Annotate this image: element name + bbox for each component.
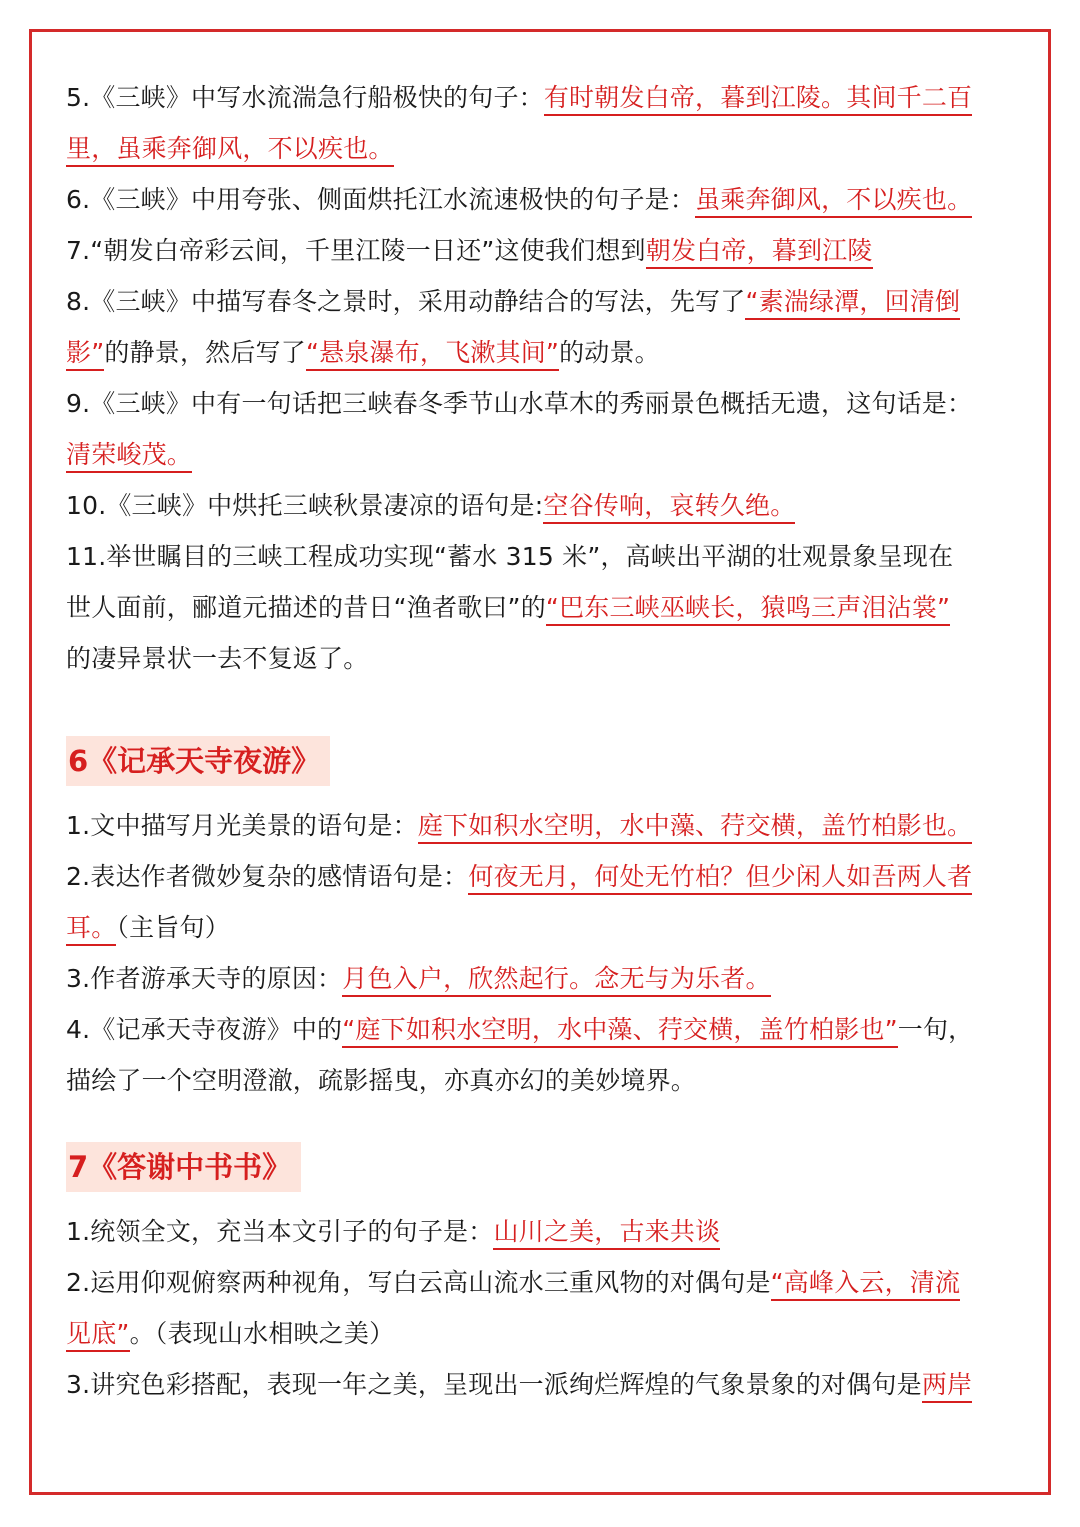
answer-text: 影”: [66, 338, 104, 371]
question-6: [66, 174, 1018, 225]
question-text: 2.表达作者微妙复杂的感情语句是：: [66, 862, 469, 891]
question-text: （主旨句）: [116, 913, 230, 942]
question-text: 。（表现山水相映之美）: [129, 1319, 395, 1348]
question-text: 5.《三峡》中写水流湍急行船极快的句子：: [66, 83, 544, 112]
question-text: 10.《三峡》中烘托三峡秋景凄凉的语句是:: [66, 491, 544, 520]
question-9: [66, 378, 1018, 429]
question-text: 3.讲究色彩搭配，表现一年之美，呈现出一派绚烂辉煌的气象景象的对偶句是: [66, 1370, 922, 1399]
answer-text: “巴东三峡巫峡长，猿鸣三声泪沾裳”: [546, 593, 950, 626]
answer-text: 空谷传响，哀转久绝。: [543, 491, 795, 524]
question-text: 1.文中描写月光美景的语句是：: [66, 811, 418, 840]
s6-question-2: [66, 851, 1018, 902]
question-text: 11.举世瞩目的三峡工程成功实现“蓄水 315 米”，高峡出平湖的壮观景象呈现在: [66, 542, 954, 571]
question-text: 4.《记承天寺夜游》中的: [66, 1015, 343, 1044]
question-7: [66, 225, 1018, 276]
question-text: 1.统领全文，充当本文引子的句子是：: [66, 1217, 494, 1246]
question-11: [66, 531, 1018, 582]
question-text: 3.作者游承天寺的原因：: [66, 964, 343, 993]
s6-question-2-cont: [66, 902, 1018, 953]
answer-text: 耳。: [66, 913, 116, 946]
question-text: 一句，: [897, 1015, 974, 1044]
answer-text: “高峰入云，清流: [771, 1268, 961, 1301]
question-text: 的动景。: [559, 338, 660, 367]
question-10: [66, 480, 1018, 531]
answer-text: 山川之美，古来共谈: [493, 1217, 720, 1250]
answer-text: 清荣峻茂。: [66, 440, 192, 473]
question-text: 6.《三峡》中用夸张、侧面烘托江水流速极快的句子是：: [66, 185, 696, 214]
question-11-end: [66, 633, 1018, 684]
question-text: 描绘了一个空明澄澈，疏影摇曳，亦真亦幻的美妙境界。: [66, 1066, 697, 1095]
question-9-cont: [66, 429, 1018, 480]
answer-text: “庭下如积水空明，水中藻、荇交横，盖竹柏影也”: [342, 1015, 898, 1048]
section-7-header: [66, 1142, 1018, 1192]
question-5-cont: [66, 123, 1018, 174]
question-text: 8.《三峡》中描写春冬之景时，采用动静结合的写法，先写了: [66, 287, 746, 316]
s7-question-2: [66, 1257, 1018, 1308]
answer-text: 见底”: [66, 1319, 130, 1352]
question-text: 7.“朝发白帝彩云间，千里江陵一日还”这使我们想到: [66, 236, 646, 265]
s7-question-3: [66, 1359, 1018, 1410]
question-8-cont: [66, 327, 1018, 378]
s7-question-2-cont: [66, 1308, 1018, 1359]
s6-question-3: [66, 953, 1018, 1004]
s6-question-4: [66, 1004, 1018, 1055]
question-text: 的凄异景状一去不复返了。: [66, 644, 369, 673]
answer-text: “悬泉瀑布，飞漱其间”: [306, 338, 559, 371]
question-11-cont: [66, 582, 1018, 633]
s6-question-1: [66, 800, 1018, 851]
section-title: 6《记承天寺夜游》: [66, 736, 330, 786]
s7-question-1: [66, 1206, 1018, 1257]
answer-text: 月色入户，欣然起行。念无与为乐者。: [342, 964, 770, 997]
question-text: 9.《三峡》中有一句话把三峡春冬季节山水草木的秀丽景色概括无遗，这句话是：: [66, 389, 973, 418]
answer-text: 有时朝发白帝，暮到江陵。其间千二百: [544, 83, 972, 116]
question-text: 2.运用仰观俯察两种视角，写白云高山流水三重风物的对偶句是: [66, 1268, 771, 1297]
question-text: 的静景，然后写了: [104, 338, 306, 367]
answer-text: 朝发白帝，暮到江陵: [646, 236, 873, 269]
answer-text: 庭下如积水空明，水中藻、荇交横，盖竹柏影也。: [418, 811, 972, 844]
section-title: 7《答谢中书书》: [66, 1142, 301, 1192]
answer-text: 里，虽乘奔御风，不以疾也。: [66, 134, 394, 167]
answer-text: “素湍绿潭，回清倒: [745, 287, 960, 320]
question-text: 世人面前，郦道元描述的昔日“渔者歌曰”的: [66, 593, 546, 622]
answer-text: 何夜无月，何处无竹柏？但少闲人如吾两人者: [468, 862, 972, 895]
question-5: [66, 72, 1018, 123]
answer-text: 两岸: [922, 1370, 972, 1403]
s6-question-4-cont: [66, 1055, 1018, 1106]
section-6-header: [66, 736, 1018, 786]
document-body: [66, 72, 1018, 1410]
question-8: [66, 276, 1018, 327]
answer-text: 虽乘奔御风，不以疾也。: [695, 185, 972, 218]
